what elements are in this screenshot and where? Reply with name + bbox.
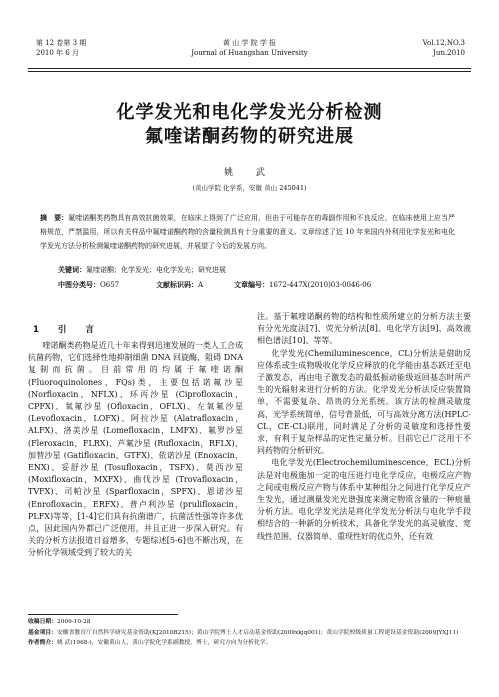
clc-label: 中图分类号： [58,281,100,289]
keywords [58,264,459,276]
author-affiliation: (黄山学院 化学系，安徽 黄山 245041) [192,184,307,192]
clc-value: O657 [100,281,120,289]
footnote-author-bio [28,638,471,649]
footnote-rule [28,614,178,615]
header-date-en: Jun.2010 [433,49,465,57]
received-label: 收稿日期： [28,619,57,625]
header-date-cn: 2010 年 6 月 [36,49,79,57]
intro-paragraph-continued: 注。基于氟喹诺酮药物的结构和性质所建立的分析方法主要有分光光度法[7]、荧光分析法[8]、电化学方法[9]、高效液相色谱法[10]、等等。 [257,312,471,346]
article-title-line-2: 氟喹诺酮药物的研究进展 [145,126,354,147]
right-column [257,311,471,543]
header-rule-thick [28,68,471,69]
abstract [40,211,455,254]
footnote [28,617,471,649]
header-journal-cn: 黄 山 学 院 学 报 [222,39,277,47]
intro-paragraph-1: 喹诺酮类药物是近几十年来得到迅速发展的一类人工合成抗菌药物，它们选择性地抑制细菌 DNA 回旋酶，阻碍 DNA 复制而抗菌。目前常用的均属于氟喹诺酮(Fluoroquinolones，FQs)类，主要包括诺氟沙星 (Norfloxacin，NFLX)、环丙沙星 (Ciprofloxacin，CPFX)、氧氟沙星 (Ofloxacin，OFLX)、左氧氟沙星 (Levofloxacin，LOFX)、阿拉沙星 (Alatrafloxacin，ALFX)、洛美沙星 (Lomefloxacin，LMFX)、氟罗沙星 (Fleroxacin，FLRX)、芦氟沙星 (Rufloxacin，RFLX)、加替沙星 (Gatifloxacin，GTFX)、依诺沙星 (Enoxacin，ENX)、妥舒沙星 (Tosufloxacin，TSFX)、莫西沙星 (Moxifloxacin，MXFX)、曲伐沙星 (Trovafloxacin，TVFX)、司帕沙星 (Sparfloxacin，SPFX)、恩诺沙星 (Enrofloxacin，ERFX)、普卢利沙星 (prulifloxacin，PLFX)等等，[1-4]它们具有抗菌谱广，抗菌活性强等许多优点，因此国内外都已广泛使用，并且正进一步深入研究。有关的分析方法报道日益增多，专题综述[5-6]也不断出现，在分析化学领域受到了较大的关 [28,341,243,558]
abstract-text: 氟喹诺酮类药物具有高效抗菌效果，在临床上得到了广泛应用，但由于可能存在的毒副作用和不良反应，在临床使用上应当严格规范，严禁滥用，所以有关样品中氟喹诺酮药物的含量检测具有十分重要的意义。文章综述了近 10 年来国内外利用化学发光和电化学发光方法分析检测氟喹诺酮药物的研究进展，并展望了今后的发展方向。 [40,214,456,251]
intro-paragraph-ecl: 电化学发光(Electrochemiluminescence，ECL)分析法是对电极施加一定的电压进行电化学反应，电极反应产物之间或电极反应产物与体系中某种组分之间进行化学反应产生发光，通过测量发光光谱强度来测定物质含量的一种痕量分析方法。电化学发光法是将化学发光分析法与电化学手段相结合的一种新的分析技术，具备化学发光的高灵敏度、宽线性范围、仪器简单、重现性好的优点外，还有效 [257,458,471,541]
intro-paragraph-cl: 化学发光(Chemiluminescence，CL)分析法是借助反应体系或生成物吸收化学反应释放的化学能由基态跃迁至电子激发态，再由电子激发态的最低振动能级返回基态时所产生的光辐射来进行分析的方法。化学发光分析法反应装置简单，不需要复杂、昂贵的分光系统。该方法的检测灵敏度高，光学系统简单，信号背景低，可与高效分离方法(HPLC-CL，CE-CL)联用，同时满足了分析的灵敏度和选择性要求，有利于复杂样品的定性定量分析。目前它已广泛用于不同药物的分析研究。 [257,348,471,456]
header-volume-en: Vol.12,NO.3 [422,39,465,47]
abstract-label: 摘 要： [40,214,69,222]
author-name: 姚 武 [224,168,275,178]
article-title-line-1: 化学发光和电化学发光分析检测 [116,102,383,123]
header-volume-cn: 第 12 卷第 3 期 [36,39,87,47]
header-center [28,38,471,58]
keywords-label: 关键词： [58,266,86,274]
doc-code-label: 文献标识码： [156,281,198,289]
keywords-text: 氟喹诺酮；化学发光；电化学发光；研究进展 [86,266,226,274]
classification-line [58,279,459,291]
received-value: 2009-10-28 [57,619,91,625]
header-rule-thin [28,71,471,72]
fund-value: 安徽省教育厅自然科学研究基金资助(KJ2010B215)；黄山学院博士人才启动基金资助(2009xkjq001)；黄山学院校级质量工程建设基金资助(2009JYXJ11) [57,629,459,636]
fund-label: 基金项目： [28,629,57,636]
article-number-label: 文章编号： [234,281,269,289]
footnote-received [28,617,471,628]
doc-code-value: A [198,281,204,289]
header-journal-en: Journal of Huangshan University [191,49,308,57]
running-header [28,30,471,70]
author-bio-value: 姚 武(1968-)，安徽黄山人，黄山学院化学系副教授，博士，研究方向为分析化学。 [57,640,272,646]
header-right [423,38,465,58]
footnote-fund [28,628,471,639]
article-number-value: 1672-447X(2010)03-0046-06 [269,281,372,289]
left-column [28,340,243,560]
author-bio-label: 作者简介： [28,640,57,646]
section-heading-introduction: 1 引 言 [33,325,102,335]
